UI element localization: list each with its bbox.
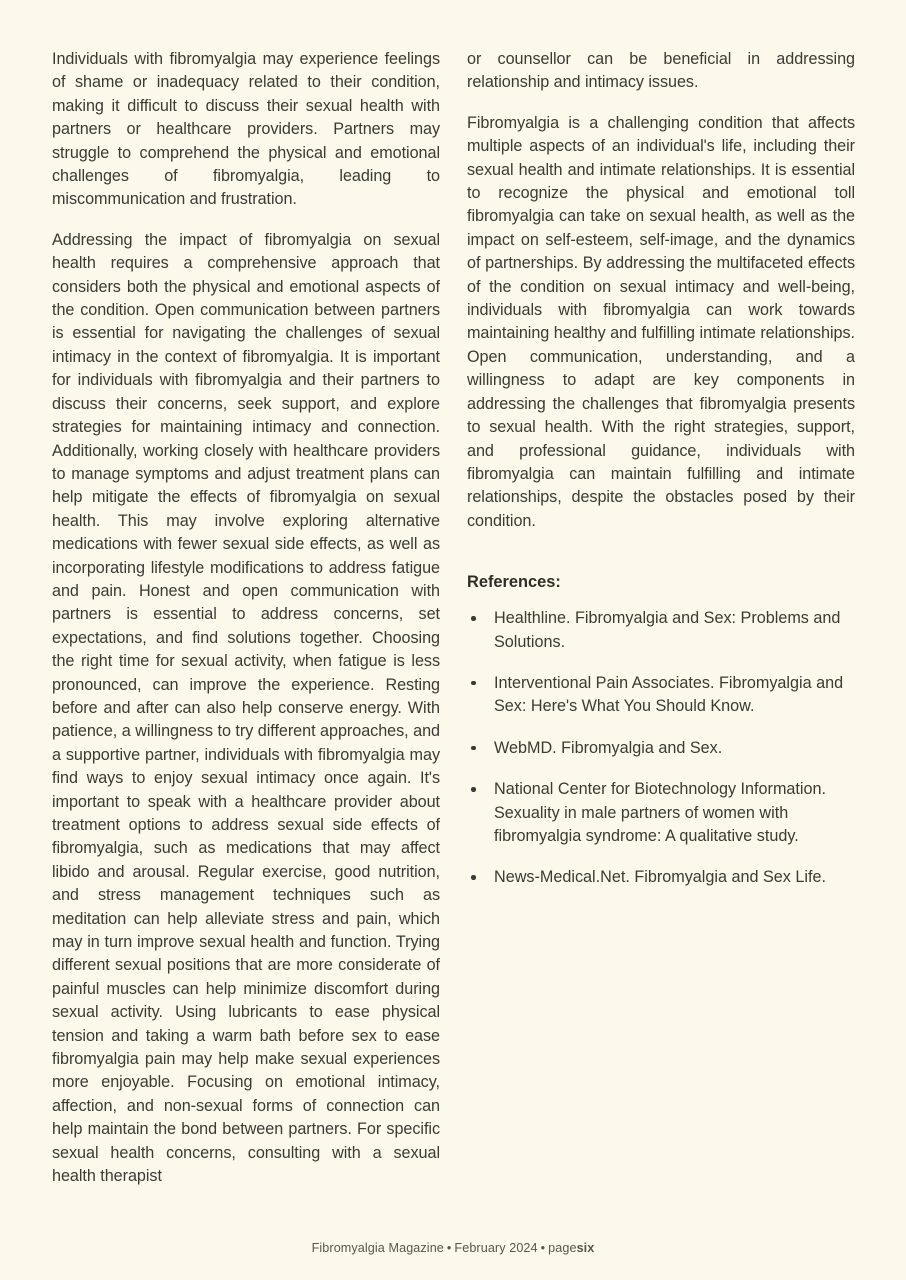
paragraph: or counsellor can be beneficial in addressing relationship and intimacy issues. — [467, 50, 855, 92]
bullet-icon — [471, 616, 476, 621]
reference-text: Healthline. Fibromyalgia and Sex: Problems and Solutions. — [494, 609, 841, 651]
paragraph: Individuals with fibromyalgia may experience feelings of shame or inadequacy related to their condition, making it difficult to discuss their sexual health with partners or healthcare providers. Partners may struggle to comprehend the physical and emotional challenges of fibromyalgia, leading to miscommunication and frustration. — [52, 50, 440, 209]
bullet-icon — [471, 787, 476, 792]
bullet-icon — [471, 746, 476, 751]
paragraph: Fibromyalgia is a challenging condition that affects multiple aspects of an individual's life, including their sexual health and intimate relationships. It is essential to recognize the physical and emotional toll fibromyalgia can take on sexual health, as well as the impact on self-esteem, self-image, and the dynamics of partnerships. By addressing the multifaceted effects of the condition on sexual intimacy and well-being, individuals with fibromyalgia can work towards maintaining healthy and fulfilling intimate relationships. Open communication, understanding, and a willingness to adapt are key components in addressing the challenges that fibromyalgia presents to sexual health. With the right strategies, support, and professional guidance, individuals with fibromyalgia can maintain fulfilling and intimate relationships, despite the obstacles posed by their condition. — [467, 113, 855, 530]
references-heading: References: — [467, 573, 561, 592]
reference-text: Interventional Pain Associates. Fibromyalgia and Sex: Here's What You Should Know. — [494, 673, 844, 716]
page-footer — [0, 1240, 906, 1256]
paragraph: Addressing the impact of fibromyalgia on sexual health requires a comprehensive approach that considers both the physical and emotional aspects of the condition. Open communication between partners is essential for navigating the challenges of sexual intimacy in the context of fibromyalgia. It is important for individuals with fibromyalgia and their partners to discuss their concerns, seek support, and explore strategies for maintaining intimacy and connection. Additionally, working closely with healthcare providers to manage symptoms and adjust treatment plans can help mitigate the effects of fibromyalgia on sexual health. This may involve exploring alternative medications with fewer sexual side effects, as well as incorporating lifestyle modifications to address fatigue and pain. Honest and open communication with partners is essential to address concerns, set expectations, and find solutions together. Choosing the right time for sexual activity, when fatigue is less pronounced, can improve the experience. Resting before and after can also help conserve energy. With patience, a willingness to try different approaches, and a supportive partner, individuals with fibromyalgia may find ways to enjoy sexual intimacy once again. It's important to speak with a healthcare provider about treatment options to address sexual side effects of fibromyalgia, such as medications that may affect libido and arousal. Regular exercise, good nutrition, and stress management techniques such as meditation can help alleviate stress and pain, which may in turn improve sexual health and function. Trying different sexual positions that are more considerate of painful muscles can help minimize discomfort during sexual activity. Using lubricants to ease physical tension and taking a warm bath before sex to ease fibromyalgia pain may help make sexual experiences more enjoyable. Focusing on emotional intimacy, affection, and non-sexual forms of connection can help maintain the bond between partners. For specific sexual health concerns, consulting with a sexual health therapist — [52, 230, 440, 1186]
left-column — [52, 48, 440, 1208]
list-item — [467, 778, 855, 848]
right-column — [467, 48, 855, 1208]
footer-page-label: page — [548, 1241, 577, 1255]
reference-text: News-Medical.Net. Fibromyalgia and Sex Life. — [494, 868, 826, 887]
footer-separator: • — [446, 1241, 452, 1255]
footer-separator: • — [540, 1241, 546, 1255]
two-column-layout — [52, 48, 854, 1208]
footer-page-number: six — [576, 1241, 595, 1255]
footer-publication: Fibromyalgia Magazine — [311, 1241, 444, 1255]
reference-list — [467, 607, 855, 890]
bullet-icon — [471, 875, 476, 880]
list-item — [467, 672, 855, 719]
list-item — [467, 607, 855, 654]
bullet-icon — [471, 681, 476, 686]
list-item — [467, 737, 855, 760]
footer-issue-date: February 2024 — [454, 1241, 538, 1255]
reference-text: WebMD. Fibromyalgia and Sex. — [494, 738, 723, 757]
reference-text: National Center for Biotechnology Information. Sexuality in male partners of women with fibromyalgia syndrome: A qualitative study. — [494, 780, 827, 845]
list-item — [467, 866, 855, 889]
